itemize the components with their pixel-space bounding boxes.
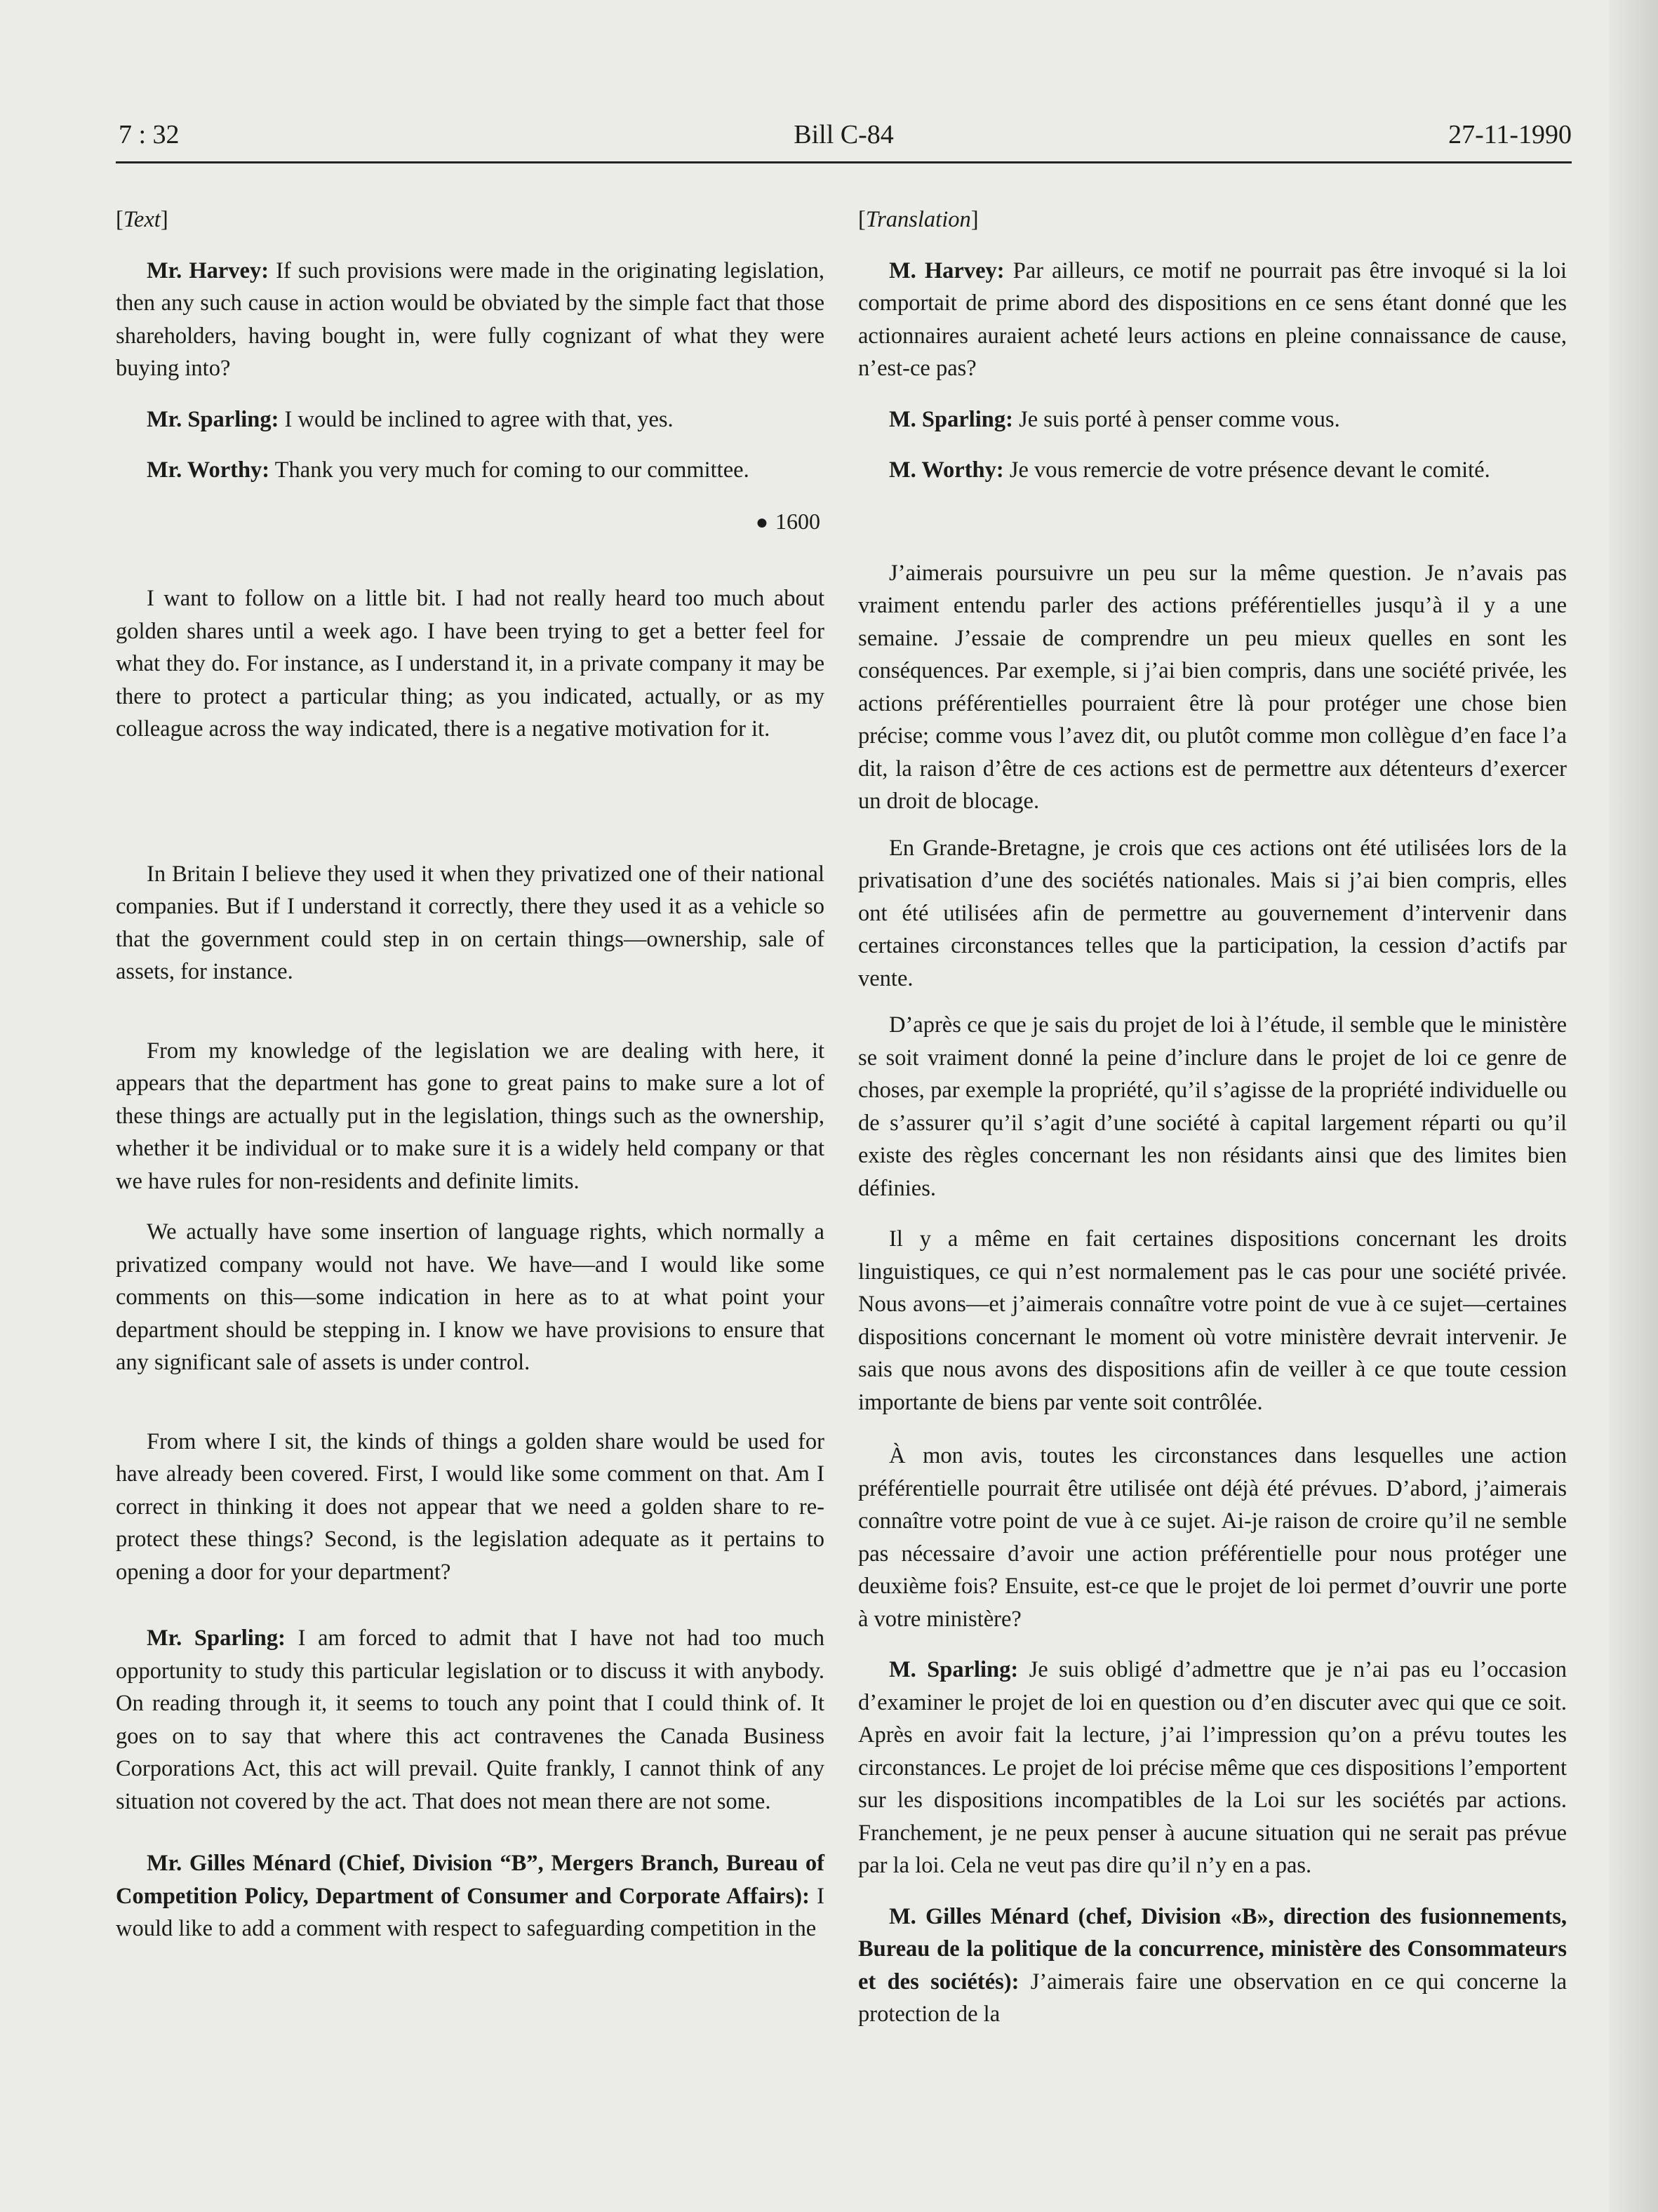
paragraph: Mr. Gilles Ménard (Chief, Division “B”, Mergers Branch, Bureau of Competition Policy, Department of Consumer and Corporate Affairs): I would like to add a comment with respect to safeguarding competition in the bbox=[116, 1851, 824, 1941]
paragraph: In Britain I believe they used it when they privatized one of their national companies. But if I understand it correctly, there they used it as a vehicle so that the government could step in on certain things—ownership, sale of assets, for instance. bbox=[116, 861, 824, 984]
paragraph: M. Sparling: Je suis obligé d’admettre que je n’ai pas eu l’occasion d’examiner le projet de loi en question ou d’en discuter avec qui que ce soit. Après en avoir fait la lecture, j’ai l’impression qu’on a prévu toutes les circonstances. Le projet de loi précise même que ces dispositions l’emportent sur les dispositions incompatibles de la Loi sur les sociétés par actions. Franchement, je ne peux penser à aucune situation qui ne serait pas prévue par la loi. Cela ne veut pas dire qu’il n’y en a pas. bbox=[858, 1657, 1567, 1878]
speaker-name: M. Harvey: bbox=[889, 257, 1005, 283]
speaker-name: M. Sparling: bbox=[889, 406, 1013, 432]
column-label-translation: [Translation] bbox=[858, 207, 979, 232]
paragraph: Mr. Harvey: If such provisions were made in the originating legislation, then any such cause in action would be obviated by the simple fact that those shareholders, having bought in, were fully cognizant of what they were buying into? bbox=[116, 257, 824, 381]
paragraph: From where I sit, the kinds of things a golden share would be used for have already been covered. First, I would like some comment on that. Am I correct in thinking it does not appear that we need a golden share to re-protect these things? Second, is the legislation adequate as it pertains to opening a door for your department? bbox=[116, 1428, 824, 1585]
speaker-name: Mr. Sparling: bbox=[147, 406, 279, 432]
speaker-name: M. Worthy: bbox=[889, 457, 1004, 483]
english-column bbox=[116, 203, 824, 1945]
document-title: Bill C-84 bbox=[794, 120, 894, 149]
paragraph: M. Sparling: Je suis porté à penser comme vous. bbox=[889, 406, 1340, 432]
paragraph: M. Worthy: Je vous remercie de votre présence devant le comité. bbox=[889, 457, 1490, 483]
page-edge-shadow bbox=[1609, 0, 1658, 2212]
header-date: 27-11-1990 bbox=[1448, 120, 1572, 149]
paragraph: J’aimerais poursuivre un peu sur la même question. Je n’avais pas vraiment entendu parler des actions préférentielles jusqu’à il y a une semaine. J’essaie de comprendre un peu mieux quelles en sont les conséquences. Par exemple, si j’ai bien compris, dans une société privée, les actions préférentielles pourraient être là pour protéger une chose bien précise; comme vous l’avez dit, ou plutôt comme mon collègue d’en face l’a dit, la raison d’être de ces actions est de permettre aux détenteurs d’exercer un droit de blocage. bbox=[858, 560, 1567, 814]
paragraph: Mr. Sparling: I am forced to admit that I have not had too much opportunity to study this particular legislation or to discuss it with anybody. On reading through it, it seems to touch any point that I could think of. It goes on to say that where this act contravenes the Canada Business Corporations Act, this act will prevail. Quite frankly, I cannot think of any situation not covered by the act. That does not mean there are not some. bbox=[116, 1626, 824, 1814]
speaker-name: M. Sparling: bbox=[889, 1657, 1019, 1682]
time-marker: ● 1600 bbox=[755, 508, 820, 534]
paragraph: I want to follow on a little bit. I had not really heard too much about golden shares until a week ago. I have been trying to get a better feel for what they do. For instance, as I understand it, in a private company it may be there to protect a particular thing; as you indicated, actually, or as my colleague across the way indicated, there is a negative motivation for it. bbox=[116, 586, 824, 742]
page-number: 7 : 32 bbox=[119, 120, 180, 149]
paragraph: À mon avis, toutes les circonstances dans lesquelles une action préférentielle pourrait être utilisée ont déjà été prévues. D’abord, j’aimerais connaître votre point de vue à ce sujet. Ai-je raison de croire qu’il ne semble pas nécessaire d’avoir une action préférentielle pour nous protéger une deuxième fois? Ensuite, est-ce que le projet de loi permet d’ouvrir une porte à votre ministère? bbox=[858, 1443, 1567, 1632]
speaker-name: Mr. Worthy: bbox=[147, 457, 270, 483]
speaker-name: Mr. Gilles Ménard (Chief, Division “B”, Mergers Branch, Bureau of Competition Policy, Department of Consumer and Corporate Affairs): bbox=[116, 1851, 824, 1909]
paragraph: Mr. Worthy: Thank you very much for coming to our committee. bbox=[147, 457, 749, 483]
speaker-name: Mr. Harvey: bbox=[147, 257, 269, 283]
speaker-name: Mr. Sparling: bbox=[147, 1626, 286, 1651]
paragraph: En Grande-Bretagne, je crois que ces actions ont été utilisées lors de la privatisation d’une des sociétés nationales. Mais si j’ai bien compris, elles ont été utilisées afin de permettre au gouvernement d’intervenir dans certaines circonstances telles que la participation, la cession d’actifs par vente. bbox=[858, 835, 1567, 991]
column-label-text: [Text] bbox=[116, 207, 168, 232]
paragraph: Il y a même en fait certaines dispositions concernant les droits linguistiques, ce qui n’est normalement pas le cas pour une société privée. Nous avons—et j’aimerais connaître votre point de vue à ce sujet—certaines dispositions concernant le moment où votre ministère devrait intervenir. Je sais que nous avons des dispositions afin de veiller à ce que toute cession importante de biens par vente soit contrôlée. bbox=[858, 1226, 1567, 1415]
paragraph: We actually have some insertion of language rights, which normally a privatized company would not have. We have—and I would like some comments on this—some indication in here as to at what point your department should be stepping in. I know we have provisions to ensure that any significant sale of assets is under control. bbox=[116, 1219, 824, 1375]
speaker-name: M. Gilles Ménard (chef, Division «B», direction des fusionnements, Bureau de la politique de la concurrence, ministère des Consommateurs et des sociétés): bbox=[858, 1903, 1567, 1995]
page-header bbox=[116, 112, 1572, 163]
french-column bbox=[858, 203, 1567, 2031]
paragraph: M. Gilles Ménard (chef, Division «B», direction des fusionnements, Bureau de la politique de la concurrence, ministère des Consommateurs et des sociétés): J’aimerais faire une observation en ce qui concerne la protection de la bbox=[858, 1903, 1567, 2027]
paragraph: Mr. Sparling: I would be inclined to agree with that, yes. bbox=[147, 406, 674, 432]
paragraph: From my knowledge of the legislation we are dealing with here, it appears that the department has gone to great pains to make sure a lot of these things are actually put in the legislation, things such as the ownership, whether it be individual or to make sure it is a widely held company or that we have rules for non-residents and definite limits. bbox=[116, 1038, 824, 1194]
paragraph: M. Harvey: Par ailleurs, ce motif ne pourrait pas être invoqué si la loi comportait de prime abord des dispositions en ce sens étant donné que les actionnaires auraient acheté leurs actions en pleine connaissance de cause, n’est-ce pas? bbox=[858, 257, 1567, 381]
paragraph: D’après ce que je sais du projet de loi à l’étude, il semble que le ministère se soit vraiment donné la peine d’inclure dans le projet de loi ce genre de choses, par exemple la propriété, qu’il s’agisse de la propriété individuelle ou de s’assurer qu’il s’agit d’une société à capital largement réparti ou qu’il existe des règles concernant les non résidants ainsi que des limites bien définies. bbox=[858, 1012, 1567, 1201]
